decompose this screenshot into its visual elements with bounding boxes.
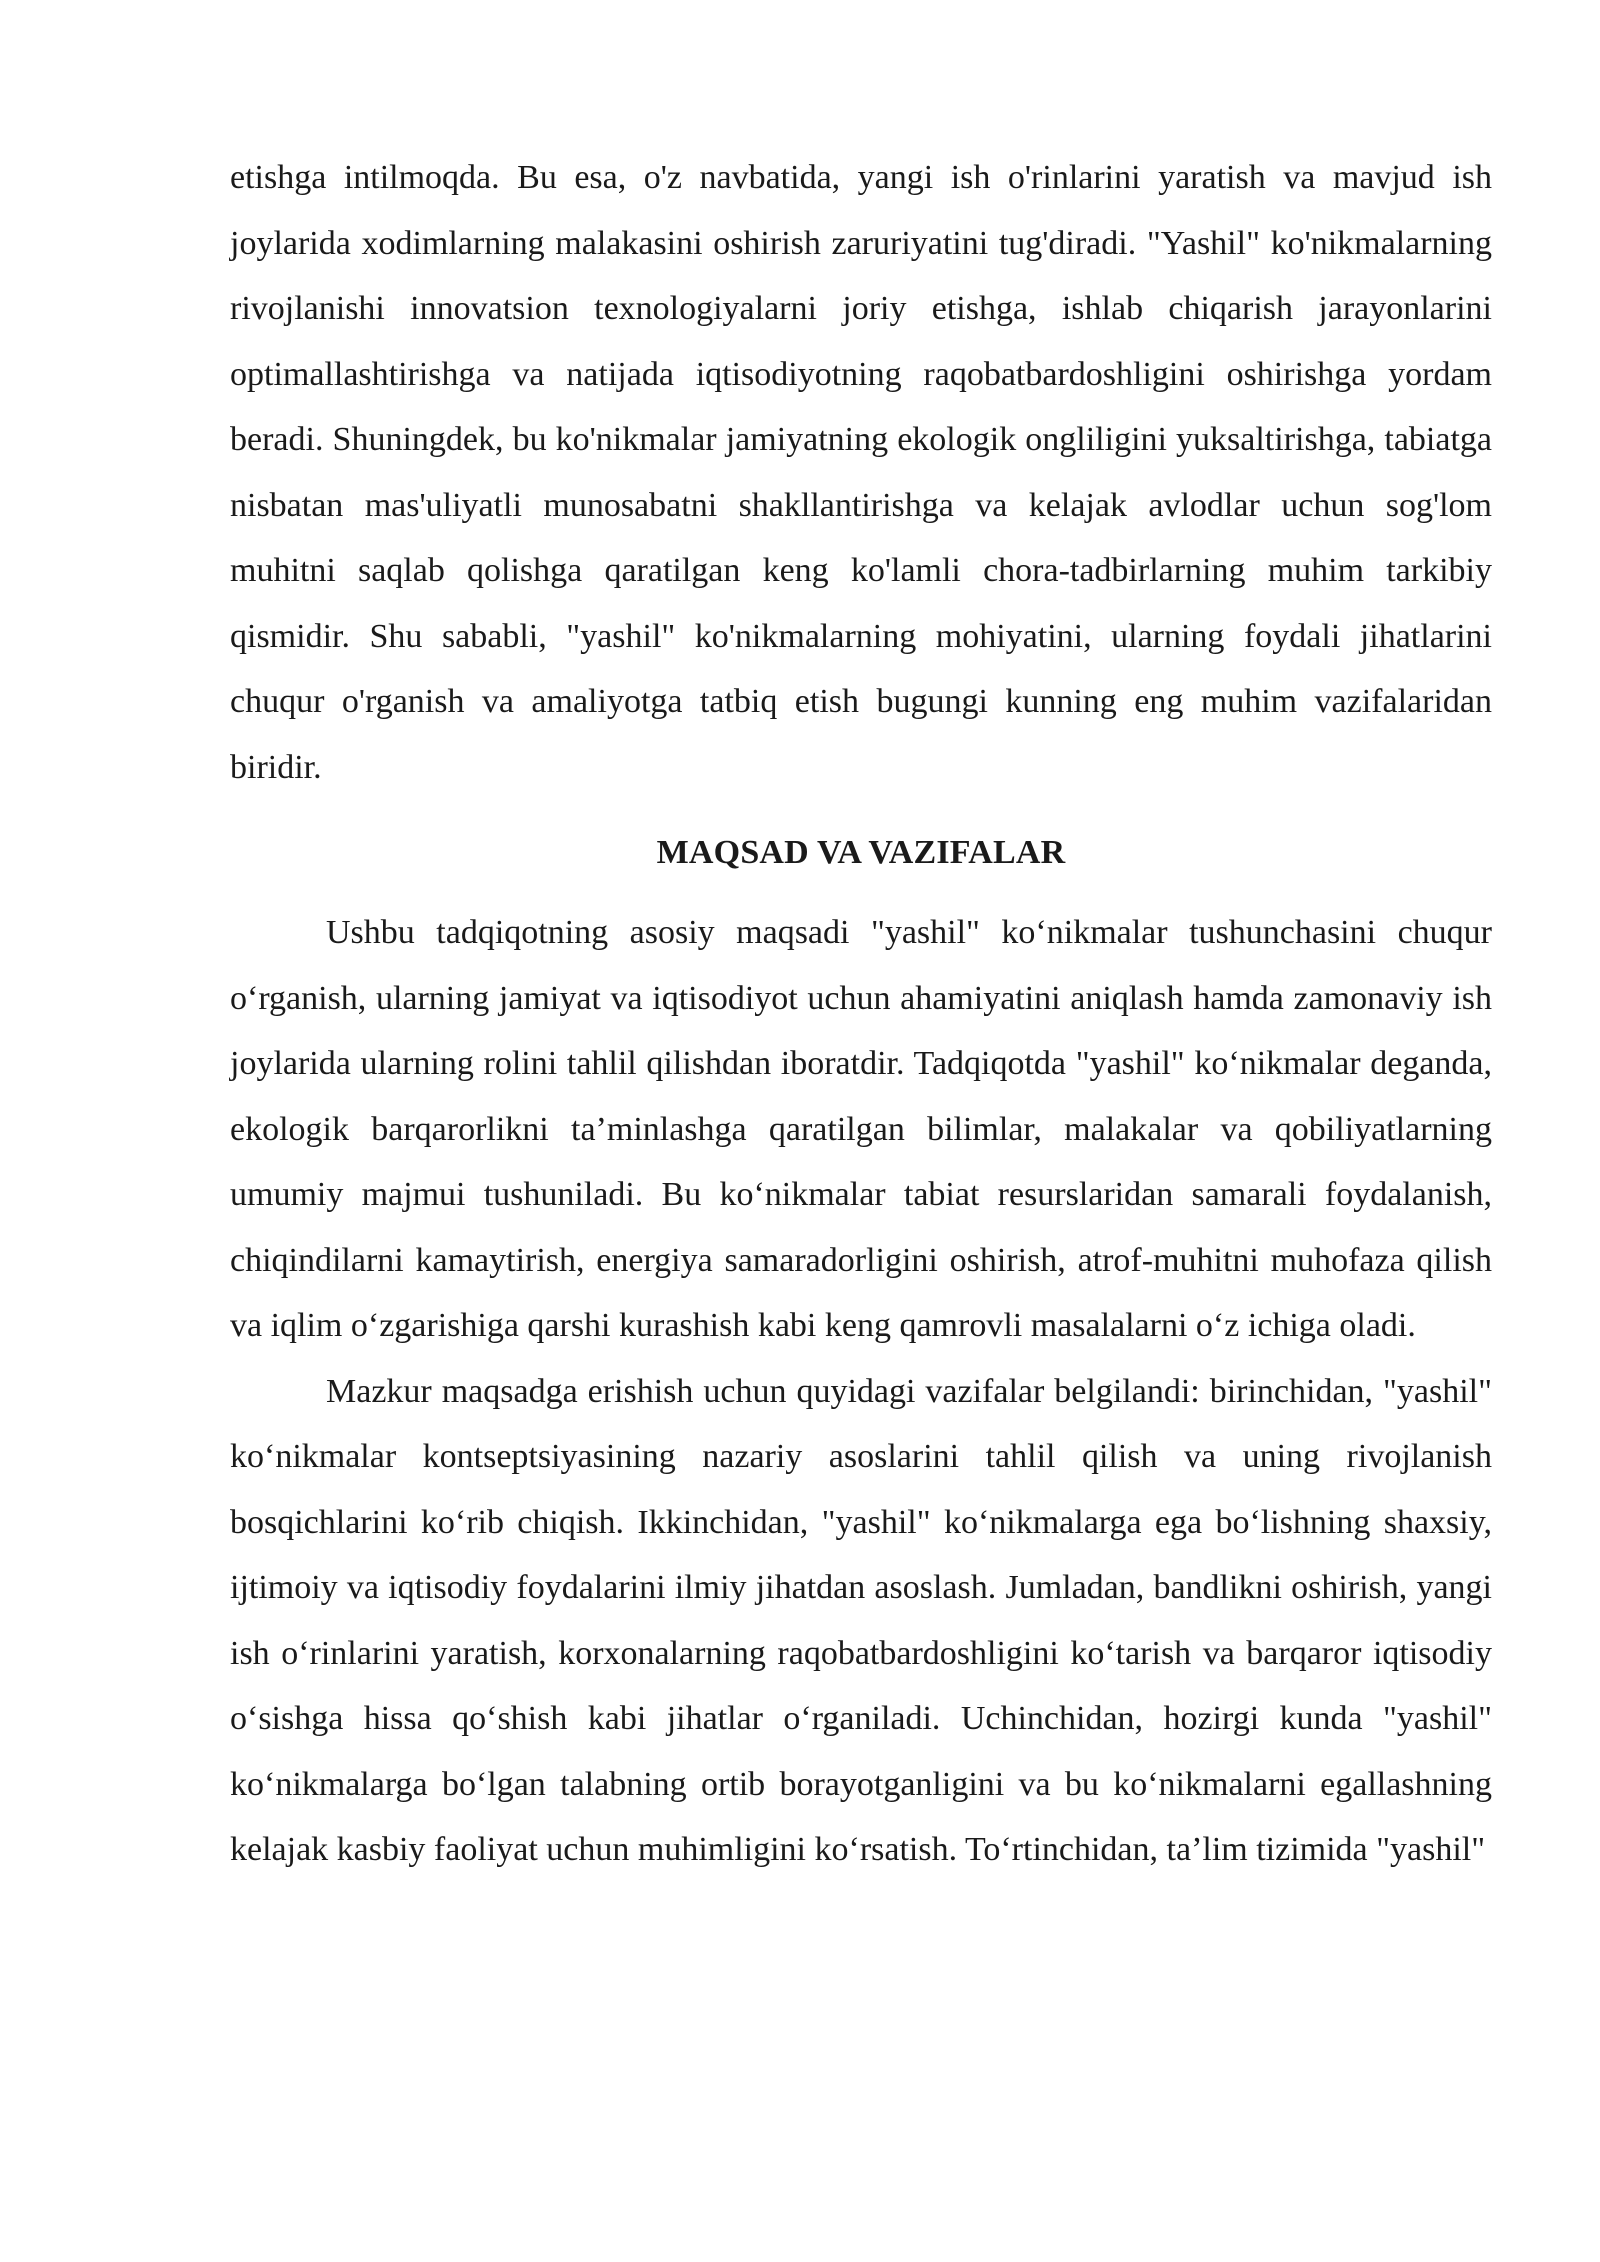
paragraph-goal: Ushbu tadqiqotning asosiy maqsadi "yashil" ko‘nikmalar tushunchasini chuqur o‘rganish, ularning jamiyat va iqtisodiyot uchun ahamiyatini aniqlash hamda zamonaviy ish joylarida ularning rolini tahlil qilishdan iboratdir. Tadqiqotda "yashil" ko‘nikmalar deganda, ekologik barqarorlikni ta’minlashga qaratilgan bilimlar, malakalar va qobiliyatlarning umumiy majmui tushuniladi. Bu ko‘nikmalar tabiat resurslaridan samarali foydalanish, chiqindilarni kamaytirish, energiya samaradorligini oshirish, atrof-muhitni muhofaza qilish va iqlim o‘zgarishiga qarshi kurashish kabi keng qamrovli masalalarni o‘z ichiga oladi. bbox=[230, 914, 1492, 1344]
paragraph-tasks: Mazkur maqsadga erishish uchun quyidagi vazifalar belgilandi: birinchidan, "yashil" ko‘nikmalar kontseptsiyasining nazariy asoslarini tahlil qilish va uning rivojlanish bosqichlarini ko‘rib chiqish. Ikkinchidan, "yashil" ko‘nikmalarga ega bo‘lishning shaxsiy, ijtimoiy va iqtisodiy foydalarini ilmiy jihatdan asoslash. Jumladan, bandlikni oshirish, yangi ish o‘rinlarini yaratish, korxonalarning raqobatbardoshligini ko‘tarish va barqaror iqtisodiy o‘sishga hissa qo‘shish kabi jihatlar o‘rganiladi. Uchinchidan, hozirgi kunda "yashil" ko‘nikmalarga bo‘lgan talabning ortib borayotganligini va bu ko‘nikmalarni egallashning kelajak kasbiy faoliyat uchun muhimligini ko‘rsatish. To‘rtinchidan, ta’lim tizimida "yashil" bbox=[230, 1372, 1492, 1868]
document-page bbox=[230, 145, 1492, 1883]
intro-paragraph: etishga intilmoqda. Bu esa, o'z navbatida, yangi ish o'rinlarini yaratish va mavjud ish joylarida xodimlarning malakasini oshirish zaruriyatini tug'diradi. "Yashil" ko'nikmalarning rivojlanishi innovatsion texnologiyalarni joriy etishga, ishlab chiqarish jarayonlarini optimallashtirishga va natijada iqtisodiyotning raqobatbardoshligini oshirishga yordam beradi. Shuningdek, bu ko'nikmalar jamiyatning ekologik ongliligini yuksaltirishga, tabiatga nisbatan mas'uliyatli munosabatni shakllantirishga va kelajak avlodlar uchun sog'lom muhitni saqlab qolishga qaratilgan keng ko'lamli chora-tadbirlarning muhim tarkibiy qismidir. Shu sababli, "yashil" ko'nikmalarning mohiyatini, ularning foydali jihatlarini chuqur o'rganish va amaliyotga tatbiq etish bugungi kunning eng muhim vazifalaridan biridir. bbox=[230, 159, 1492, 786]
section-heading: MAQSAD VA VAZIFALAR bbox=[656, 834, 1066, 871]
